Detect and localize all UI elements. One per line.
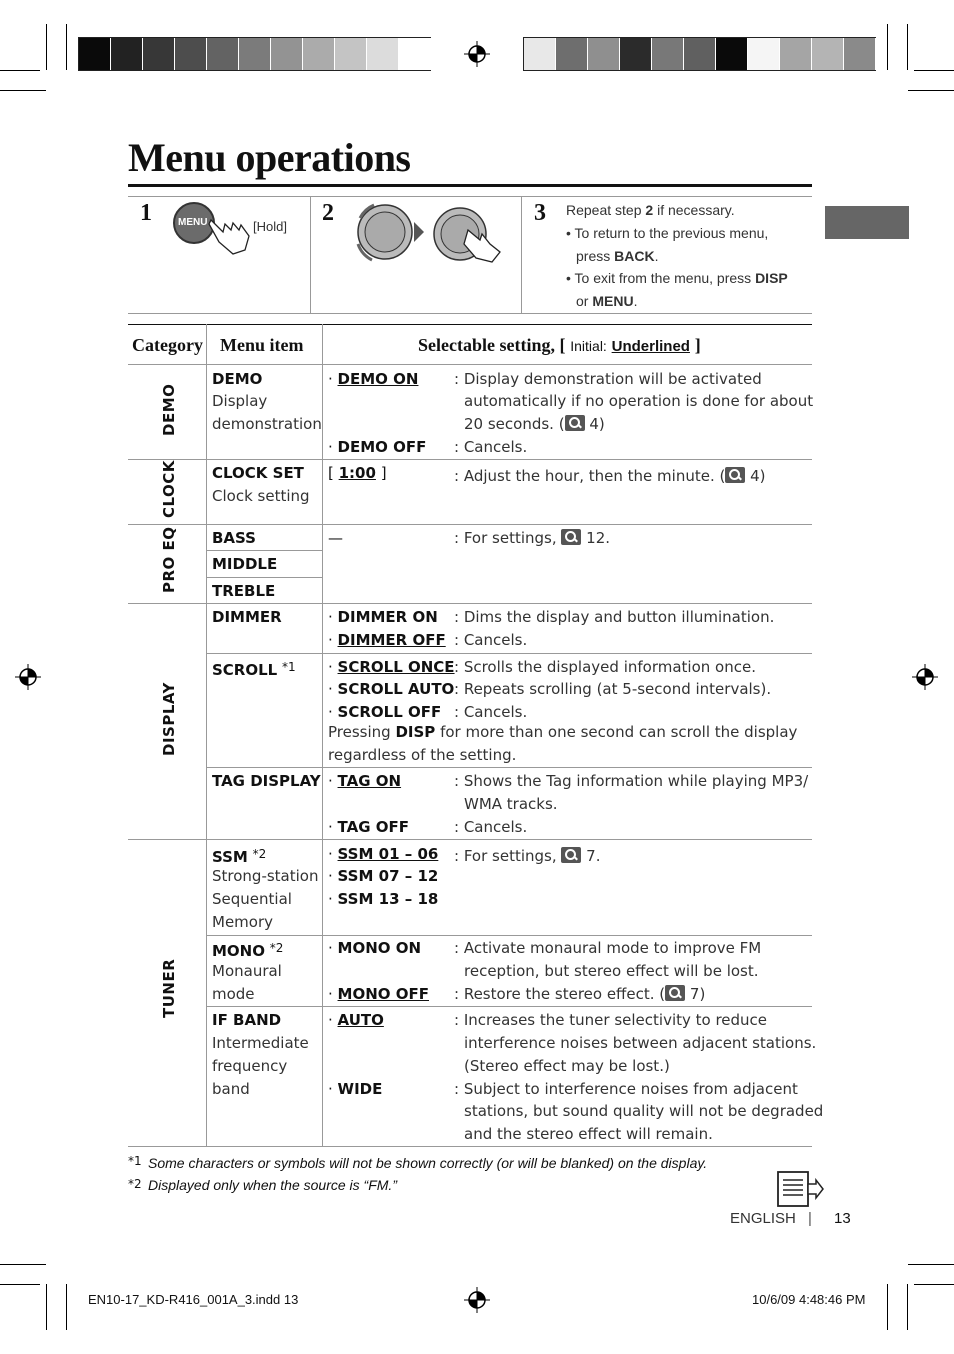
option-ssm-01: · SSM 01 – 06 [328, 845, 439, 863]
magnifier-icon [565, 415, 585, 431]
tag-off-desc: : Cancels. [454, 818, 528, 836]
magnifier-icon [561, 847, 581, 863]
header-menu-item: Menu item [220, 335, 304, 355]
color-swatch [812, 38, 844, 70]
tag-on-desc1: : Shows the Tag information while playing MP3/ [454, 772, 809, 790]
if-band-desc2: frequency [212, 1057, 288, 1075]
wide-desc2: stations, but sound quality will not be degraded [464, 1102, 824, 1120]
color-swatch [335, 38, 367, 70]
page-title: Menu operations [128, 135, 411, 180]
proeq-dash: — [328, 529, 343, 547]
footnote-2-mark: *2 [128, 1177, 142, 1191]
document-arrow-icon [776, 1170, 824, 1208]
option-dimmer-off: · DIMMER OFF [328, 631, 446, 649]
scroll-once-desc: : Scrolls the displayed information once. [454, 658, 756, 676]
if-band-desc1: Intermediate [212, 1034, 309, 1052]
registration-mark-icon [15, 664, 41, 690]
item-if-band: IF BAND [212, 1011, 282, 1029]
color-swatch [399, 38, 431, 70]
color-swatch [175, 38, 207, 70]
item-demo: DEMO [212, 370, 263, 388]
demo-off-desc: : Cancels. [454, 438, 528, 456]
color-swatch [748, 38, 780, 70]
color-swatch [303, 38, 335, 70]
section-tab [825, 206, 909, 239]
category-pro-eq: PRO EQ [160, 526, 178, 593]
print-file-info: EN10-17_KD-R416_001A_3.indd 13 [88, 1292, 299, 1307]
color-swatch [367, 38, 399, 70]
step-1-number: 1 [140, 200, 152, 226]
scroll-auto-desc: : Repeats scrolling (at 5-second intervals). [454, 680, 772, 698]
category-demo: DEMO [160, 383, 178, 436]
footer-divider: | [808, 1210, 812, 1227]
item-demo-desc1: Display [212, 392, 268, 410]
scroll-off-desc: : Cancels. [454, 703, 528, 721]
option-demo-on: · DEMO ON [328, 370, 419, 388]
option-mono-on: · MONO ON [328, 939, 422, 957]
color-swatch [844, 38, 876, 70]
item-mono: MONO $^{*2}$ [212, 941, 284, 960]
demo-on-desc2: automatically if no operation is done for about [464, 392, 814, 410]
option-mono-off: · MONO OFF [328, 985, 429, 1003]
title-rule [128, 184, 812, 187]
if-band-desc3: band [212, 1080, 250, 1098]
ssm-setting-desc: : For settings, 7. [454, 847, 601, 865]
auto-desc1: : Increases the tuner selectivity to reduce [454, 1011, 768, 1029]
magnifier-icon [665, 985, 685, 1001]
clock-desc: : Adjust the hour, then the minute. ( 4) [454, 467, 766, 485]
proeq-desc: : For settings, 12. [454, 529, 611, 547]
mono-off-desc: : Restore the stereo effect. ( 7) [454, 985, 706, 1003]
option-tag-off: · TAG OFF [328, 818, 410, 836]
mono-desc1: Monaural [212, 962, 282, 980]
color-swatch [524, 38, 556, 70]
auto-desc3: (Stereo effect may be lost.) [464, 1057, 670, 1075]
item-bass: BASS [212, 529, 256, 547]
color-swatch [780, 38, 812, 70]
hold-label: [Hold] [253, 219, 287, 234]
color-swatch [588, 38, 620, 70]
registration-mark-icon [912, 664, 938, 690]
scroll-note-line2: regardless of the setting. [328, 746, 517, 764]
color-swatch [143, 38, 175, 70]
option-scroll-once: · SCROLL ONCE [328, 658, 455, 676]
language-label: ENGLISH [730, 1210, 796, 1227]
color-swatch [271, 38, 303, 70]
color-swatch [556, 38, 588, 70]
header-setting: Selectable setting, [ Initial: Underlined ] [418, 335, 701, 355]
step-3-line1: Repeat step 2 if necessary. [566, 202, 735, 218]
ssm-desc2: Sequential [212, 890, 292, 908]
category-display: DISPLAY [160, 682, 178, 756]
menu-button-label: MENU [178, 217, 208, 228]
dimmer-on-desc: : Dims the display and button illumination. [454, 608, 775, 626]
mono-on-desc1: : Activate monaural mode to improve FM [454, 939, 762, 957]
color-swatch [207, 38, 239, 70]
option-ssm-13: · SSM 13 – 18 [328, 890, 439, 908]
footnote-1-mark: *1 [128, 1154, 142, 1168]
category-clock: CLOCK [160, 460, 178, 518]
color-swatch [111, 38, 143, 70]
step-3-line5: or MENU. [576, 293, 638, 309]
option-clock-value: [ 1:00 ] [328, 464, 387, 482]
color-swatch [684, 38, 716, 70]
option-auto: · AUTO [328, 1011, 384, 1029]
footnote-2: Displayed only when the source is “FM.” [148, 1177, 397, 1193]
auto-desc2: interference noises between adjacent stations. [464, 1034, 817, 1052]
header-category: Category [132, 335, 203, 355]
option-tag-on: · TAG ON [328, 772, 402, 790]
item-clock-desc: Clock setting [212, 487, 310, 505]
item-demo-desc2: demonstration [212, 415, 322, 433]
magnifier-icon [725, 467, 745, 483]
registration-mark-icon [464, 41, 490, 67]
option-wide: · WIDE [328, 1080, 383, 1098]
control-dial-turn-icon [352, 200, 512, 266]
mono-desc2: mode [212, 985, 255, 1003]
option-scroll-auto: · SCROLL AUTO [328, 680, 455, 698]
step-3-number: 3 [534, 200, 546, 226]
step-3-line4: • To exit from the menu, press DISP [566, 270, 788, 286]
footnote-1: Some characters or symbols will not be shown correctly (or will be blanked) on the display. [148, 1155, 708, 1171]
color-swatch [79, 38, 111, 70]
page-number: 13 [834, 1210, 851, 1227]
color-swatch [239, 38, 271, 70]
mono-on-desc2: reception, but stereo effect will be lost. [464, 962, 759, 980]
step-3-line3: press BACK. [576, 248, 659, 264]
tag-on-desc2: WMA tracks. [464, 795, 558, 813]
demo-on-desc3: 20 seconds. ( 4) [464, 415, 605, 433]
scroll-note-line1: Pressing DISP for more than one second can scroll the display [328, 723, 798, 741]
item-middle: MIDDLE [212, 555, 278, 573]
ssm-desc3: Memory [212, 913, 274, 931]
demo-on-desc1: : Display demonstration will be activated [454, 370, 762, 388]
option-demo-off: · DEMO OFF [328, 438, 427, 456]
step-3-line2: • To return to the previous menu, [566, 225, 769, 241]
category-tuner: TUNER [160, 958, 178, 1018]
registration-mark-icon [464, 1287, 490, 1313]
step-2-number: 2 [322, 200, 334, 226]
print-date-info: 10/6/09 4:48:46 PM [752, 1292, 866, 1307]
dimmer-off-desc: : Cancels. [454, 631, 528, 649]
magnifier-icon [561, 529, 581, 545]
item-clock-set: CLOCK SET [212, 464, 304, 482]
color-swatch [652, 38, 684, 70]
option-ssm-07: · SSM 07 – 12 [328, 867, 439, 885]
color-swatch [620, 38, 652, 70]
item-dimmer: DIMMER [212, 608, 282, 626]
hand-press-icon [205, 214, 255, 256]
wide-desc1: : Subject to interference noises from adjacent [454, 1080, 798, 1098]
option-dimmer-on: · DIMMER ON [328, 608, 438, 626]
item-tag-display: TAG DISPLAY [212, 772, 321, 790]
option-scroll-off: · SCROLL OFF [328, 703, 442, 721]
ssm-desc1: Strong-station [212, 867, 319, 885]
wide-desc3: and the stereo effect will remain. [464, 1125, 713, 1143]
item-scroll: SCROLL $^{*1}$ [212, 660, 296, 679]
color-swatch [716, 38, 748, 70]
item-treble: TREBLE [212, 582, 276, 600]
item-ssm: SSM $^{*2}$ [212, 847, 267, 866]
